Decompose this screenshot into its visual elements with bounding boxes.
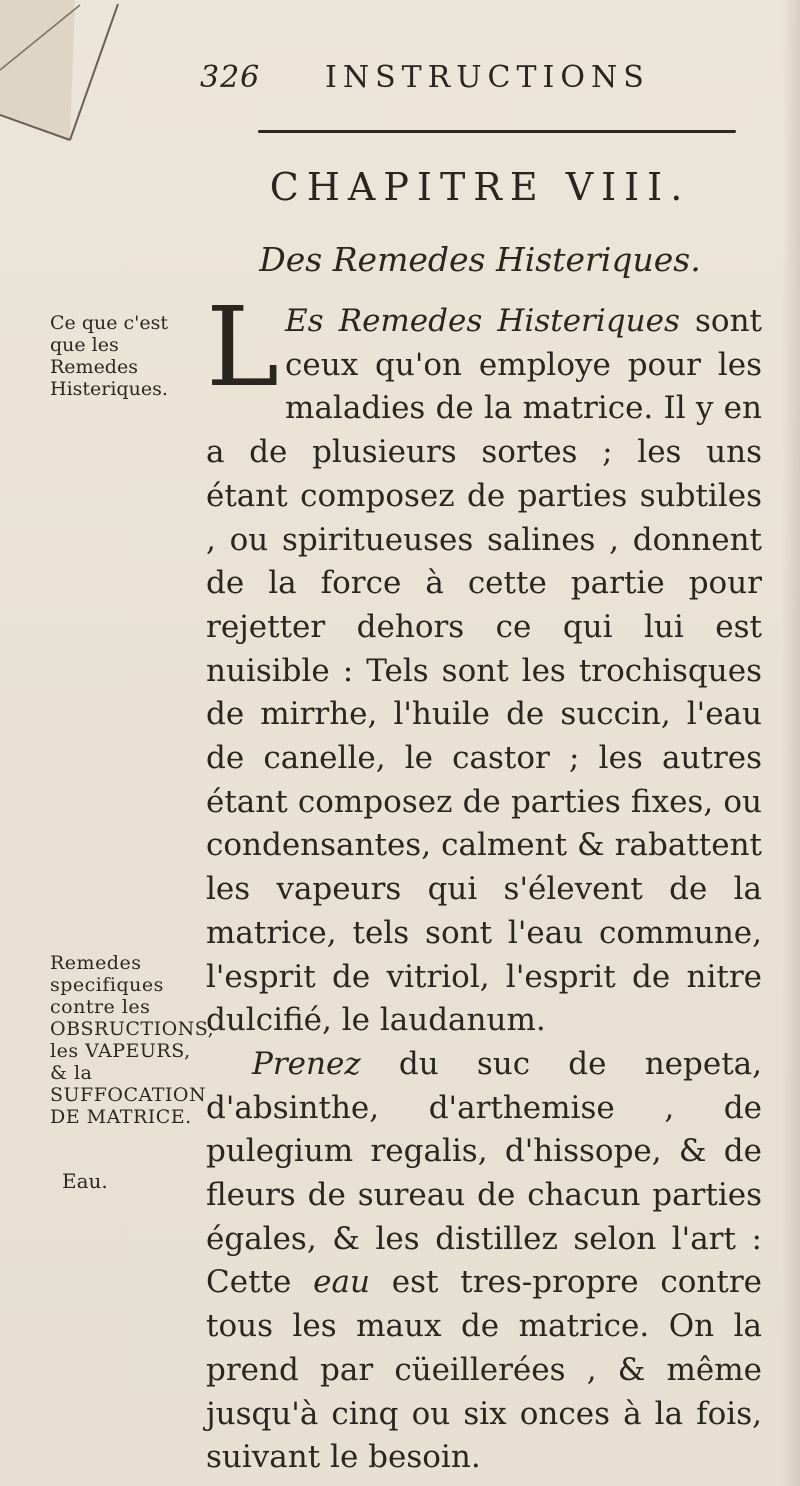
running-head [200, 60, 760, 100]
paragraph-2 [206, 1043, 762, 1480]
chapter-heading: CHAPITRE VIII. [269, 165, 691, 209]
folded-corner-icon [0, 0, 120, 145]
margin-note-specific-remedies: Remedes specifiques contre les OBSRUCTIONS, les VAPEURS, & la SUFFOCATION DE MATRICE. [50, 952, 215, 1128]
paragraph-1-text: sont ceux qu'on employe pour les maladies de la matrice. Il y en a de plusieurs sortes ; les uns étant composez de parties subtiles , ou spiritueuses salines , donnent de la force à cette partie pour rejetter dehors ce qui lui est nuisible : Tels sont les trochisques de mirrhe, l'huile de succin, l'eau de canelle, le castor ; les autres étant composez de parties fixes, ou condensantes, calment & rabattent les vapeurs qui s'élevent de la matrice, tels sont l'eau commune, l'esprit de vitriol, l'esprit de nitre dulcifié, le laudanum. [206, 303, 762, 1039]
margin-note-definition: Ce que c'est que les Remedes Histeriques. [50, 312, 168, 400]
paragraph-2-italic-word: eau [313, 1264, 370, 1301]
body-text [206, 283, 762, 1480]
paragraph-2-text-a: du suc de nepeta, d'absinthe, d'arthemise , de pulegium regalis, d'hissope, & de fleurs de sureau de chacun parties égales, & les distillez selon l'art : Cette [206, 1045, 762, 1301]
margin-note-eau: Eau. [62, 1169, 108, 1193]
paragraph-2-text-b: est tres-propre contre tous les maux de matrice. On la prend par cüeillerées , & même jusqu'à cinq ou six onces à la fois, suivant le besoin. [206, 1264, 762, 1476]
page-number: 326 [200, 60, 261, 95]
drop-cap: L [206, 283, 280, 411]
header-rule [258, 130, 736, 133]
paragraph-2-lead: Prenez [252, 1045, 361, 1082]
chapter-subtitle: Des Remedes Histeriques. [259, 240, 701, 279]
page-edge-shadow [782, 0, 800, 1486]
running-title: INSTRUCTIONS [325, 60, 650, 95]
paragraph-1 [206, 283, 762, 1043]
paragraph-1-lead: Es Remedes Histeriques [285, 303, 680, 339]
